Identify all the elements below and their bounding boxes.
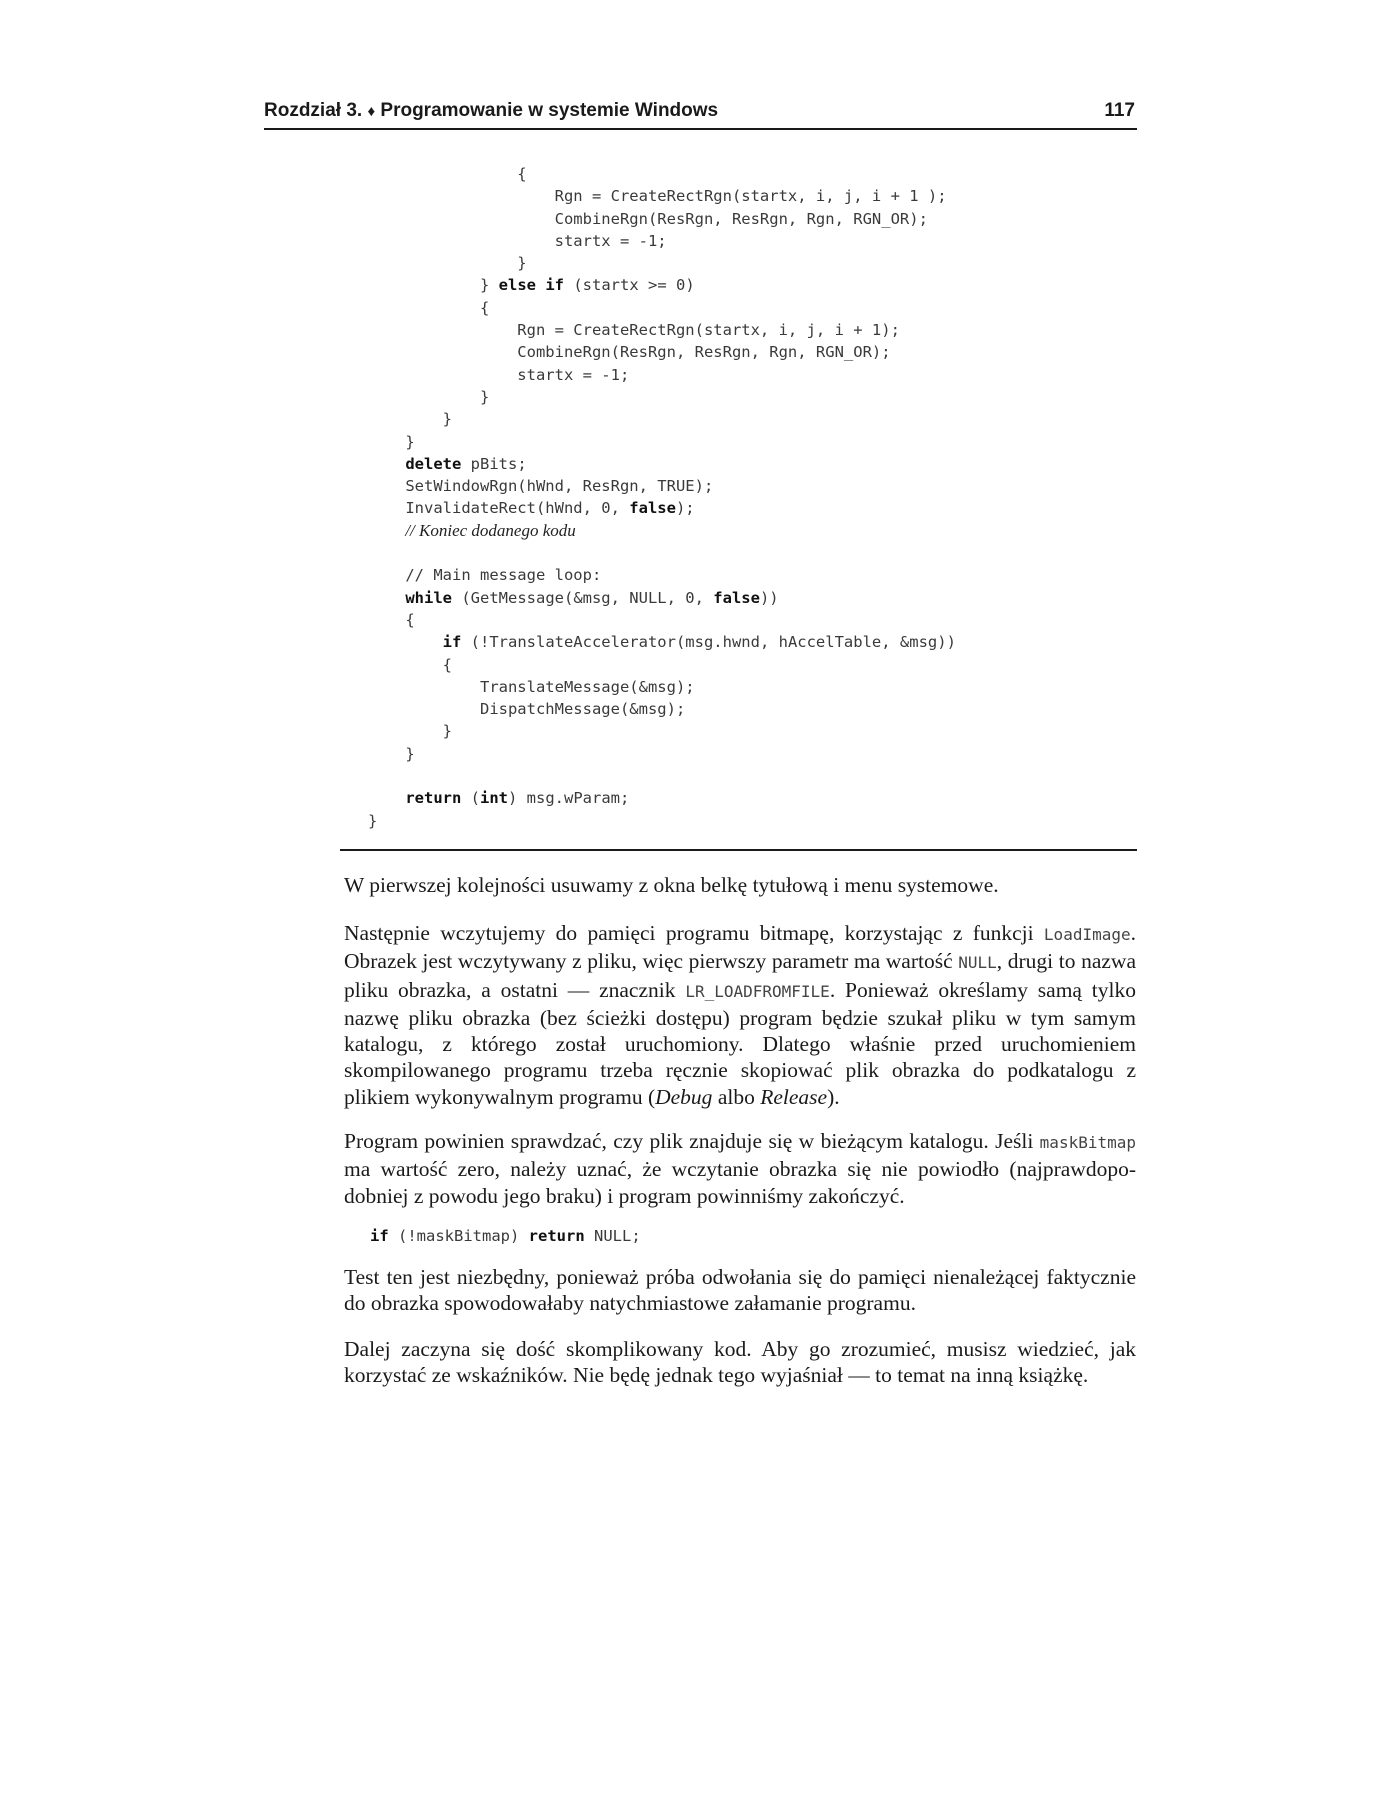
code-line: } — [368, 254, 527, 273]
code-line: DispatchMessage(&msg); — [368, 700, 686, 719]
code-line: Rgn = CreateRectRgn(startx, i, j, i + 1); — [368, 321, 900, 340]
running-header-title — [264, 100, 718, 122]
chapter-label: Rozdział 3. — [264, 100, 363, 121]
inline-code-lr-loadfromfile: LR_LOADFROMFILE — [685, 981, 830, 1001]
page-number: 117 — [1104, 100, 1135, 121]
code-line: startx = -1; — [368, 365, 630, 384]
paragraph-1-text: W pierwszej kolejności usuwamy z okna belkę tytułową i menu systemowe. — [344, 873, 999, 897]
code-line: } — [368, 387, 490, 406]
code-line: } else if (startx >= 0) — [368, 276, 695, 295]
code-line: { — [368, 655, 452, 674]
paragraph-2-text-d: . Ponieważ określamy samą tylko nazwę pliku obrazka (bez ścieżki dostępu) program będzie szukał pliku w tym samym katalogu, z którego został uruchomiony. Dlatego właśnie przed uruchomieniem skompilowanego programu trzeba ręcznie skopiować plik obrazka do podkatalogu z plikiem wykonywalnym programu ( — [344, 977, 1136, 1109]
paragraph-2-text-a: Następnie wczytujemy do pamięci programu bitmapę, korzystając z funkcji — [344, 921, 1044, 945]
code-line: delete pBits; — [405, 454, 527, 473]
code-line: // Koniec dodanego kodu — [405, 520, 576, 540]
paragraph-2-text-f: ). — [827, 1084, 840, 1109]
paragraph-5-text: Dalej zaczyna się dość skomplikowany kod. Aby go zrozumieć, musisz wiedzieć, jak korzystać ze wskaźników. Nie będę jednak tego wyjaśniał — to temat na inną książkę. — [344, 1337, 1136, 1388]
paragraph-2 — [344, 920, 1136, 1110]
chapter-title: Programowanie w systemie Windows — [380, 100, 719, 121]
code-line: // Main message loop: — [368, 566, 602, 585]
code-line: CombineRgn(ResRgn, ResRgn, Rgn, RGN_OR); — [368, 209, 928, 228]
paragraph-4 — [344, 1264, 1136, 1317]
code-line: startx = -1; — [368, 231, 667, 250]
code-line: TranslateMessage(&msg); — [368, 677, 695, 696]
code-line: while (GetMessage(&msg, NULL, 0, false)) — [405, 588, 779, 607]
code-condition: (!maskBitmap) — [388, 1227, 529, 1245]
code-rest: NULL; — [584, 1227, 641, 1245]
code-line: } — [368, 744, 415, 763]
paragraph-1 — [344, 872, 1136, 898]
paragraph-2-text-c: , drugi to nazwa pliku obrazka, a ostatni — znacznik — [344, 949, 1136, 1002]
inline-code-null: NULL — [958, 953, 997, 973]
code-line: InvalidateRect(hWnd, 0, false); — [368, 499, 695, 518]
code-line: } — [368, 722, 452, 741]
code-keyword-return: return — [528, 1227, 585, 1245]
running-header — [264, 98, 1137, 130]
code-line: } — [368, 811, 378, 830]
code-line-mask-check — [370, 1227, 641, 1245]
code-listing — [368, 163, 956, 832]
italic-release: Release — [760, 1084, 828, 1109]
paragraph-2-text-e: albo — [712, 1084, 761, 1109]
code-keyword-if: if — [370, 1227, 389, 1245]
code-line: if (!TranslateAccelerator(msg.hwnd, hAccelTable, &msg)) — [442, 633, 956, 652]
inline-code-maskbitmap: maskBitmap — [1039, 1133, 1136, 1152]
diamond-icon: ♦ — [367, 103, 376, 120]
paragraph-5 — [344, 1336, 1136, 1389]
code-line: Rgn = CreateRectRgn(startx, i, j, i + 1 ); — [368, 187, 947, 206]
code-line: CombineRgn(ResRgn, ResRgn, Rgn, RGN_OR); — [368, 343, 891, 362]
inline-code-loadimage: LoadImage — [1043, 925, 1131, 944]
italic-debug: Debug — [655, 1084, 713, 1109]
code-line: return (int) msg.wParam; — [405, 789, 630, 808]
paragraph-4-text: Test ten jest niezbędny, ponieważ próba odwołania się do pamięci nienależącej faktycznie do obrazka spowodowałaby natychmiastowe załamanie programu. — [344, 1265, 1136, 1316]
code-end-rule — [340, 849, 1137, 851]
paragraph-3-text-b: ma wartość zero, należy uznać, że wczytanie obrazka się nie powiodło (najprawdopodobniej z powodu jego braku) i program powinniśmy zakończyć. — [344, 1157, 1136, 1208]
paragraph-2-text-b: . Obrazek jest wczytywany z pliku, więc pierwszy parametr ma wartość — [344, 921, 1136, 974]
code-line: { — [368, 165, 527, 183]
code-line: { — [368, 298, 490, 317]
paragraph-3-text-a: Program powinien sprawdzać, czy plik znajduje się w bieżącym katalogu. Jeśli — [344, 1129, 1040, 1153]
paragraph-3 — [344, 1128, 1136, 1209]
code-line: SetWindowRgn(hWnd, ResRgn, TRUE); — [368, 477, 714, 496]
code-line: { — [368, 610, 415, 629]
code-line: } — [368, 410, 452, 429]
code-line: } — [368, 432, 415, 451]
